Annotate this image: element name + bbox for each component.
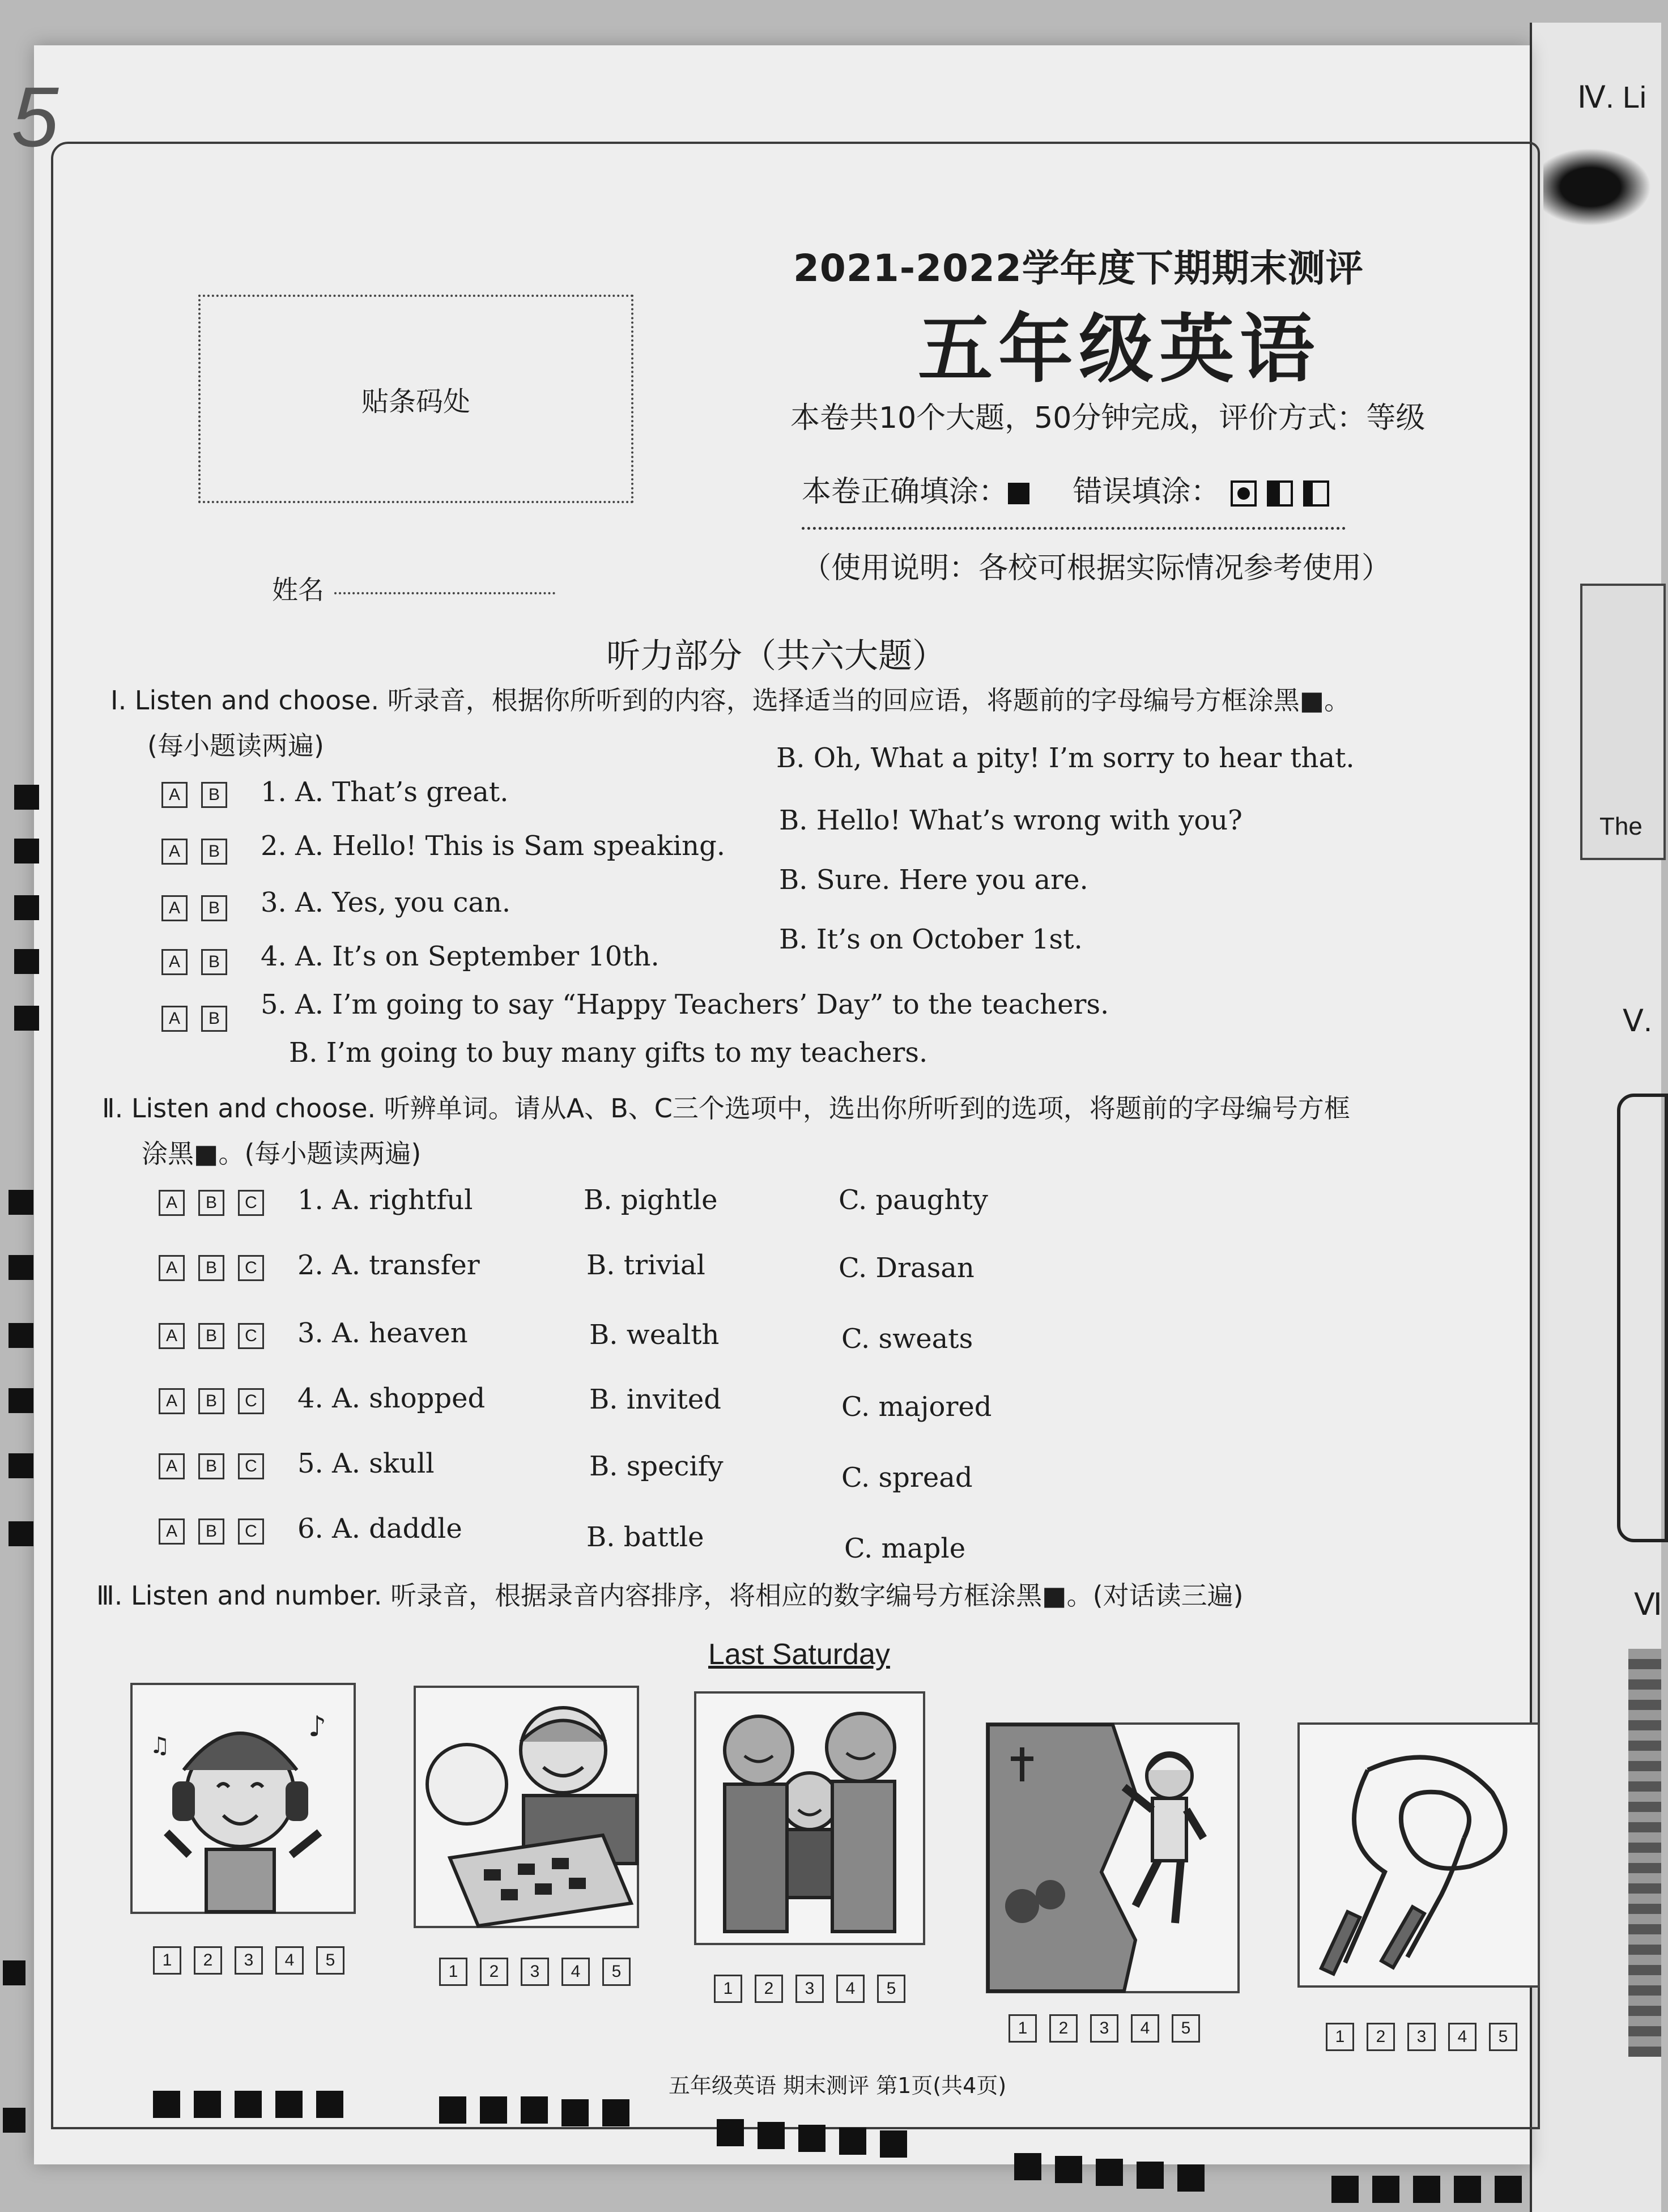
section2-note: 涂黑■。(每小题读两遍) bbox=[142, 1138, 422, 1169]
number-box-4[interactable]: 4 bbox=[561, 1958, 590, 1986]
s2-q6-boxes bbox=[159, 1518, 278, 1545]
timing-mark bbox=[14, 895, 39, 920]
timing-mark bbox=[8, 1388, 33, 1413]
s1-q3-boxes bbox=[161, 895, 241, 921]
right-picture bbox=[1580, 584, 1666, 860]
answer-box-a[interactable]: A bbox=[161, 1006, 188, 1032]
answer-box-c[interactable]: C bbox=[238, 1190, 264, 1216]
number-box-3[interactable]: 3 bbox=[1090, 2014, 1118, 2043]
pic2-number-boxes bbox=[439, 1958, 643, 1986]
number-box-4[interactable]: 4 bbox=[1131, 2014, 1159, 2043]
right-section-vi: Ⅵ bbox=[1634, 1588, 1662, 1622]
number-box-5[interactable]: 5 bbox=[1172, 2014, 1200, 2043]
number-box-2[interactable]: 2 bbox=[1049, 2014, 1078, 2043]
answer-box-b[interactable]: B bbox=[201, 949, 227, 975]
s2-q1-option-c: C. paughty bbox=[839, 1184, 988, 1216]
timing-mark bbox=[8, 1521, 33, 1546]
number-box-5[interactable]: 5 bbox=[877, 1975, 905, 2003]
answer-box-b[interactable]: B bbox=[198, 1190, 224, 1216]
number-box-5[interactable]: 5 bbox=[602, 1958, 631, 1986]
fill-instructions bbox=[802, 467, 1329, 510]
number-box-1[interactable]: 1 bbox=[1009, 2014, 1037, 2043]
s2-q1-option-a: 1. A. rightful bbox=[297, 1184, 473, 1216]
timing-mark bbox=[3, 1960, 25, 1985]
right-section-v: Ⅴ. bbox=[1623, 1004, 1652, 1038]
picture-playing-chess bbox=[414, 1686, 639, 1928]
s2-q5-boxes bbox=[159, 1453, 278, 1479]
timing-mark bbox=[8, 1255, 33, 1280]
number-box-1[interactable]: 1 bbox=[439, 1958, 467, 1986]
timing-mark bbox=[14, 785, 39, 810]
picture-family-together bbox=[694, 1691, 925, 1945]
timing-mark bbox=[14, 949, 39, 974]
s2-q5-option-b: B. specify bbox=[589, 1450, 724, 1482]
answer-box-b[interactable]: B bbox=[198, 1518, 224, 1545]
s1-q3-option-b: B. Sure. Here you are. bbox=[779, 864, 1088, 896]
wrong-fill-sample-half bbox=[1267, 480, 1293, 507]
section1-note: (每小题读两遍) bbox=[147, 730, 324, 761]
answer-box-c[interactable]: C bbox=[238, 1453, 264, 1479]
s2-q3-option-c: C. sweats bbox=[841, 1323, 973, 1355]
usage-note: （使用说明：各校可根据实际情况参考使用） bbox=[802, 551, 1392, 585]
number-box-1[interactable]: 1 bbox=[1326, 2023, 1354, 2051]
answer-box-a[interactable]: A bbox=[161, 782, 188, 808]
s2-q2-option-a: 2. A. transfer bbox=[297, 1249, 480, 1281]
timing-mark bbox=[8, 1190, 33, 1215]
exam-sheet bbox=[11, 45, 1530, 2164]
s2-q6-option-b: B. battle bbox=[586, 1521, 704, 1553]
answer-box-a[interactable]: A bbox=[159, 1388, 185, 1414]
svg-text:♫: ♫ bbox=[150, 1733, 170, 1759]
answer-box-b[interactable]: B bbox=[201, 895, 227, 921]
answer-box-a[interactable]: A bbox=[159, 1190, 185, 1216]
answer-box-a[interactable]: A bbox=[159, 1255, 185, 1281]
s2-q4-option-c: C. majored bbox=[841, 1391, 992, 1423]
timing-mark bbox=[14, 839, 39, 863]
number-box-5[interactable]: 5 bbox=[1489, 2023, 1517, 2051]
wrong-fill-sample-partial bbox=[1303, 480, 1329, 507]
number-box-1[interactable]: 1 bbox=[714, 1975, 742, 2003]
timing-mark bbox=[14, 1006, 39, 1031]
s2-q3-option-b: B. wealth bbox=[589, 1319, 720, 1351]
s1-q1-boxes bbox=[161, 782, 241, 808]
number-box-4[interactable]: 4 bbox=[836, 1975, 865, 2003]
svg-text:♪: ♪ bbox=[308, 1710, 326, 1743]
s2-q2-option-b: B. trivial bbox=[586, 1249, 705, 1281]
page-footer: 五年级英语 期末测评 第1页(共4页) bbox=[669, 2073, 1007, 2098]
section3-instruction: Ⅲ. Listen and number. 听录音，根据录音内容排序，将相应的数字编号方框涂黑■。(对话读三遍) bbox=[96, 1580, 1244, 1611]
s1-q4-option-a: 4. A. It’s on September 10th. bbox=[261, 941, 659, 972]
timing-mark bbox=[3, 2108, 25, 2133]
answer-box-b[interactable]: B bbox=[198, 1255, 224, 1281]
exam-info: 本卷共10个大题，50分钟完成，评价方式：等级 bbox=[790, 401, 1426, 435]
correct-fill-sample bbox=[1008, 483, 1029, 504]
timing-mark bbox=[8, 1323, 33, 1348]
s2-q6-option-c: C. maple bbox=[844, 1533, 966, 1564]
next-page-edge bbox=[1530, 23, 1661, 2212]
number-box-4[interactable]: 4 bbox=[1448, 2023, 1476, 2051]
answer-box-b[interactable]: B bbox=[198, 1388, 224, 1414]
right-decoration bbox=[1543, 142, 1661, 232]
right-box bbox=[1617, 1094, 1668, 1542]
pic1-number-boxes bbox=[153, 1946, 357, 1975]
s2-q2-boxes bbox=[159, 1255, 278, 1281]
s2-q4-option-a: 4. A. shopped bbox=[297, 1382, 486, 1414]
s1-q4-boxes bbox=[161, 949, 241, 975]
answer-box-a[interactable]: A bbox=[161, 895, 188, 921]
number-box-3[interactable]: 3 bbox=[795, 1975, 824, 2003]
s1-q1-option-b: B. Oh, What a pity! I’m sorry to hear that. bbox=[776, 742, 1355, 774]
section3-subtitle: Last Saturday bbox=[708, 1638, 890, 1671]
answer-box-b[interactable]: B bbox=[198, 1323, 224, 1349]
s1-q2-option-a: 2. A. Hello! This is Sam speaking. bbox=[261, 830, 726, 862]
answer-box-c[interactable]: C bbox=[238, 1255, 264, 1281]
number-box-5[interactable]: 5 bbox=[316, 1946, 344, 1975]
picture-girl-listening-music bbox=[130, 1683, 356, 1914]
s2-q5-option-a: 5. A. skull bbox=[297, 1448, 435, 1479]
name-label: 姓名 bbox=[272, 575, 324, 605]
s2-q3-option-a: 3. A. heaven bbox=[297, 1317, 468, 1349]
corner-handwriting: 5 bbox=[11, 69, 59, 164]
answer-box-a[interactable]: A bbox=[159, 1518, 185, 1545]
number-box-3[interactable]: 3 bbox=[1407, 2023, 1436, 2051]
listening-heading: 听力部分（共六大题） bbox=[606, 636, 946, 676]
answer-box-a[interactable]: A bbox=[161, 839, 188, 865]
answer-box-b[interactable]: B bbox=[201, 1006, 227, 1032]
s2-q1-boxes bbox=[159, 1190, 278, 1216]
fill-correct-label: 本卷正确填涂： bbox=[802, 475, 1009, 509]
s2-q1-option-b: B. pightle bbox=[584, 1184, 718, 1216]
s2-q5-option-c: C. spread bbox=[841, 1462, 973, 1494]
s1-q5-boxes bbox=[161, 1006, 241, 1032]
section1-instruction: Ⅰ. Listen and choose. 听录音，根据你所听到的内容，选择适当的回应语，将题前的字母编号方框涂黑■。 bbox=[110, 685, 1351, 716]
s1-q2-option-b: B. Hello! What’s wrong with you? bbox=[779, 805, 1243, 836]
number-box-1[interactable]: 1 bbox=[153, 1946, 181, 1975]
name-field[interactable] bbox=[334, 592, 555, 594]
timing-mark bbox=[8, 1453, 33, 1478]
s1-q1-option-a: 1. A. That’s great. bbox=[261, 776, 509, 808]
answer-box-c[interactable]: C bbox=[238, 1518, 264, 1545]
s2-q2-option-c: C. Drasan bbox=[839, 1252, 975, 1284]
right-caption: The bbox=[1599, 813, 1643, 840]
number-box-2[interactable]: 2 bbox=[480, 1958, 508, 1986]
answer-box-b[interactable]: B bbox=[198, 1453, 224, 1479]
wavy-underline bbox=[802, 516, 1346, 530]
number-box-3[interactable]: 3 bbox=[521, 1958, 549, 1986]
number-box-3[interactable]: 3 bbox=[235, 1946, 263, 1975]
answer-box-a[interactable]: A bbox=[159, 1453, 185, 1479]
s1-q4-option-b: B. It’s on October 1st. bbox=[779, 924, 1083, 955]
s1-q5-option-b: B. I’m going to buy many gifts to my teachers. bbox=[289, 1037, 928, 1069]
wrong-fill-sample-dot bbox=[1231, 480, 1257, 507]
answer-box-b[interactable]: B bbox=[201, 839, 227, 865]
fill-wrong-label: 错误填涂： bbox=[1073, 475, 1220, 509]
s1-q2-boxes bbox=[161, 839, 241, 865]
s2-q6-option-a: 6. A. daddle bbox=[297, 1513, 462, 1545]
right-section-iv: Ⅳ. Li bbox=[1577, 80, 1646, 114]
s1-q5-option-a: 5. A. I’m going to say “Happy Teachers’ Day” to the teachers. bbox=[261, 989, 1109, 1020]
exam-year-title: 2021-2022学年度下期期末测评 bbox=[793, 246, 1364, 290]
pic4-number-boxes bbox=[1009, 2014, 1212, 2043]
answer-box-c[interactable]: C bbox=[238, 1323, 264, 1349]
s2-q3-boxes bbox=[159, 1323, 278, 1349]
number-box-4[interactable]: 4 bbox=[275, 1946, 304, 1975]
s2-q4-option-b: B. invited bbox=[589, 1384, 721, 1415]
pic5-number-boxes bbox=[1326, 2023, 1530, 2051]
picture-jump-rope bbox=[1297, 1722, 1540, 1988]
right-pattern bbox=[1628, 1649, 1661, 2057]
number-box-2[interactable]: 2 bbox=[1367, 2023, 1395, 2051]
exam-main-title: 五年级英语 bbox=[918, 306, 1320, 393]
section2-instruction: Ⅱ. Listen and choose. 听辨单词。请从A、B、C三个选项中，选出你所听到的选项，将题前的字母编号方框 bbox=[102, 1093, 1350, 1124]
s1-q3-option-a: 3. A. Yes, you can. bbox=[261, 887, 511, 918]
s2-q4-boxes bbox=[159, 1388, 278, 1414]
barcode-area: 贴条码处 bbox=[198, 295, 633, 503]
number-box-2[interactable]: 2 bbox=[194, 1946, 222, 1975]
answer-box-b[interactable]: B bbox=[201, 782, 227, 808]
answer-box-a[interactable]: A bbox=[159, 1323, 185, 1349]
pic3-number-boxes bbox=[714, 1975, 918, 2003]
answer-box-a[interactable]: A bbox=[161, 949, 188, 975]
answer-box-c[interactable]: C bbox=[238, 1388, 264, 1414]
number-box-2[interactable]: 2 bbox=[755, 1975, 783, 2003]
picture-rock-climbing bbox=[986, 1722, 1240, 1993]
